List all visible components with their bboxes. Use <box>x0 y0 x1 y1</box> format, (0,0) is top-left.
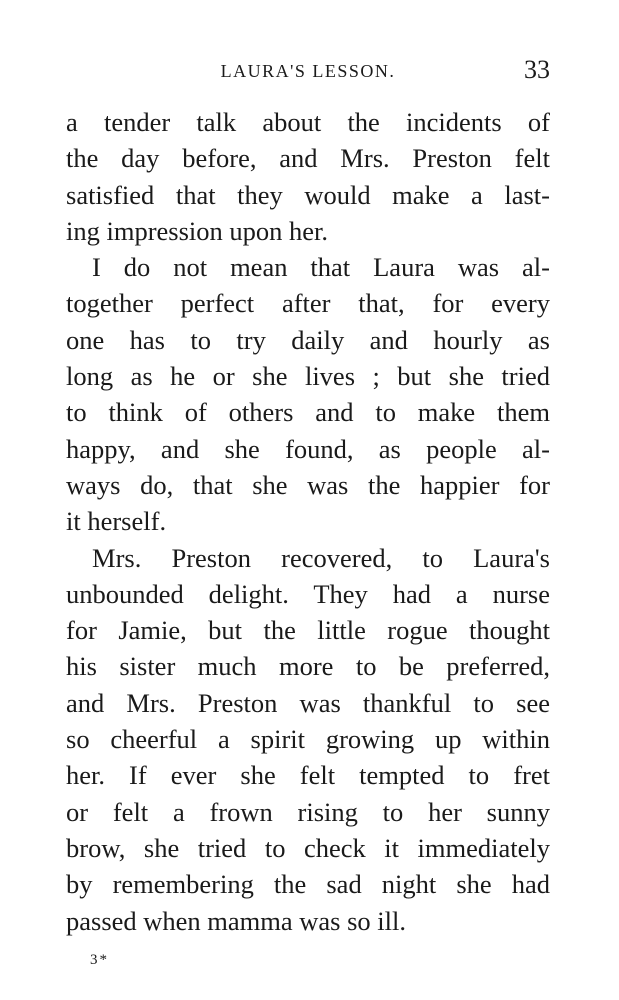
text-line: her. If ever she felt tempted to fret <box>66 760 550 791</box>
text-line: and Mrs. Preston was thankful to see <box>66 687 550 718</box>
text-line: to think of others and to make them <box>66 397 550 428</box>
text-line: by remembering the sad night she had <box>66 869 550 900</box>
text-line: together perfect after that, for every <box>66 288 550 319</box>
text-line: or felt a frown rising to her sunny <box>66 796 550 827</box>
body-text <box>66 104 550 939</box>
text-line: unbounded delight. They had a nurse <box>66 578 550 609</box>
text-line: ing impression upon her. <box>66 215 329 246</box>
running-head <box>66 55 550 89</box>
text-line: one has to try daily and hourly as <box>66 324 550 355</box>
text-line: long as he or she lives ; but she tried <box>66 361 550 392</box>
signature-mark: 3* <box>90 952 109 968</box>
text-line: for Jamie, but the little rogue thought <box>66 615 550 646</box>
text-line: a tender talk about the incidents of <box>66 107 550 137</box>
text-line: ways do, that she was the happier for <box>66 469 550 500</box>
text-line: brow, she tried to check it immediately <box>66 832 550 863</box>
text-line: happy, and she found, as people al- <box>66 433 550 464</box>
text-line: it herself. <box>66 506 167 537</box>
text-line: I do not mean that Laura was al- <box>92 252 550 283</box>
text-line: the day before, and Mrs. Preston felt <box>66 143 550 174</box>
text-line: his sister much more to be preferred, <box>66 651 550 682</box>
page-number: 33 <box>524 55 550 84</box>
text-line: passed when mamma was so ill. <box>66 905 407 936</box>
text-line: satisfied that they would make a last- <box>66 179 550 210</box>
running-title: LAURA'S LESSON. <box>220 61 396 81</box>
text-line: Mrs. Preston recovered, to Laura's <box>92 542 550 573</box>
text-line: so cheerful a spirit growing up within <box>66 724 550 755</box>
